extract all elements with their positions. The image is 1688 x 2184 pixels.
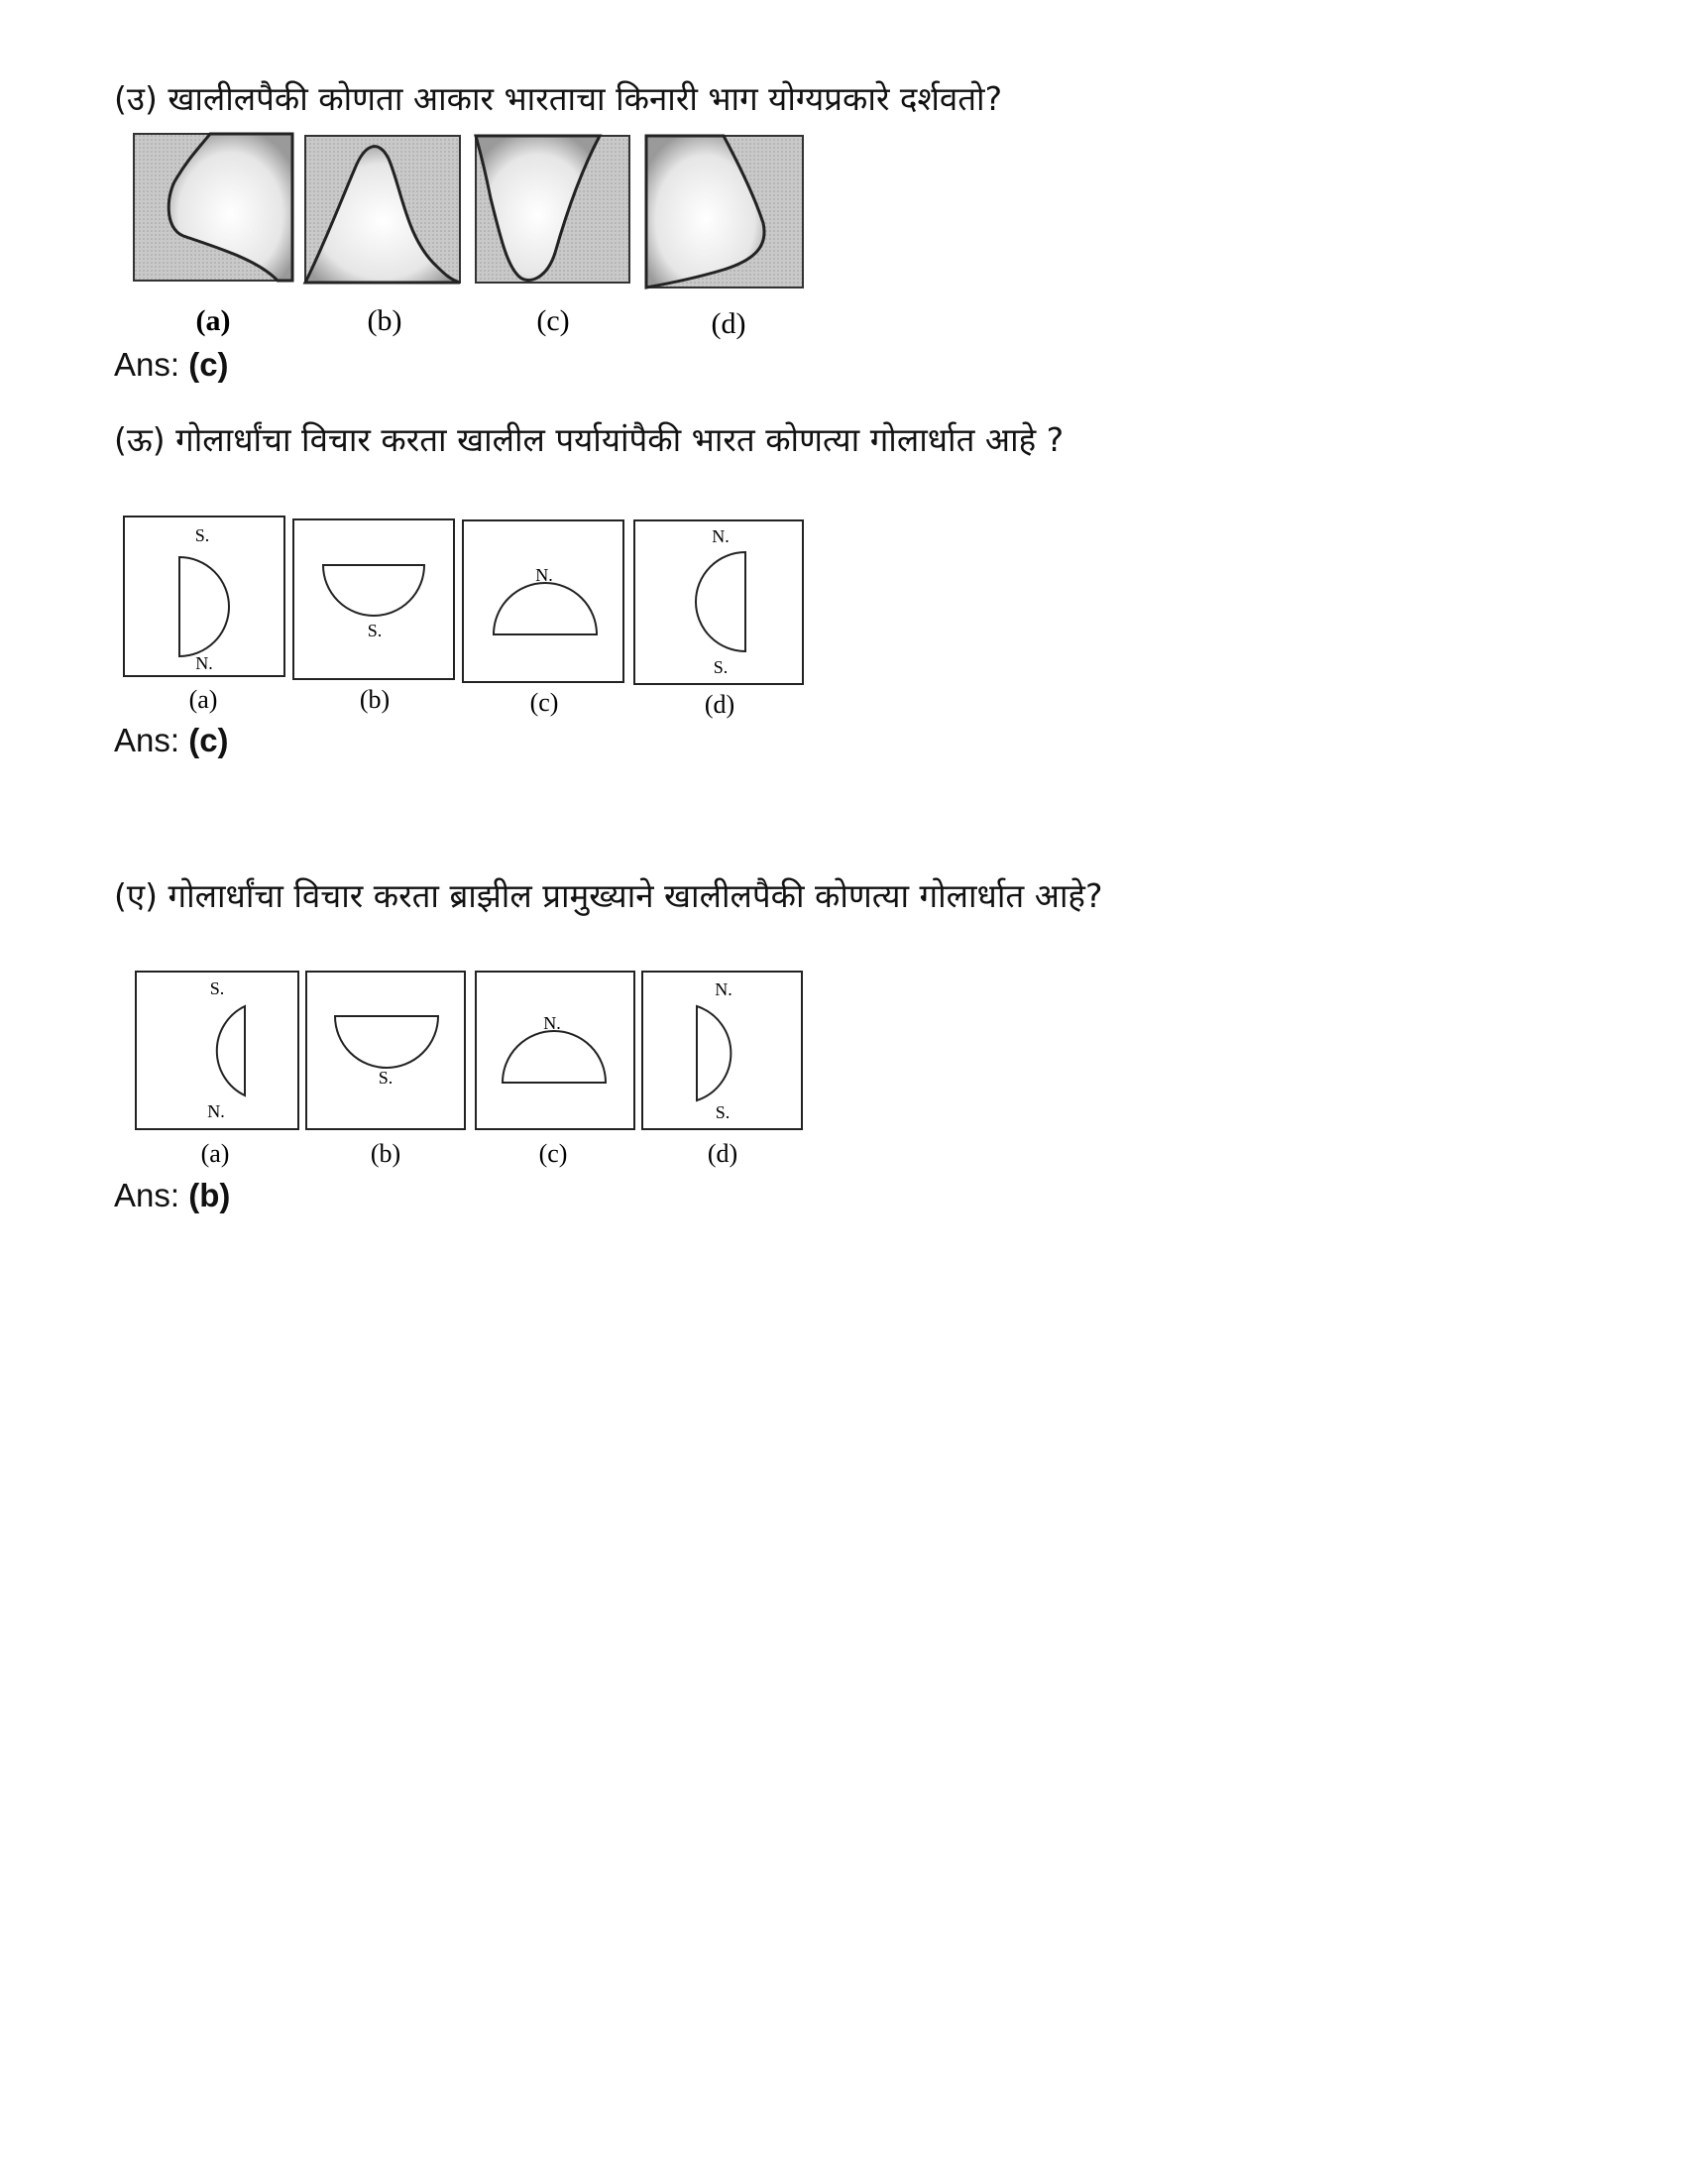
question-3-answer <box>114 1176 230 1215</box>
answer-value: (c) <box>188 722 229 758</box>
q2-label-b: (b) <box>359 685 391 714</box>
q3-d-bottom-pole: S. <box>715 1102 731 1122</box>
q3-d-top-pole: N. <box>715 979 732 999</box>
q2-b-bottom-pole: S. <box>367 621 383 640</box>
q2-label-d: (d) <box>704 690 735 719</box>
q2-a-top-pole: S. <box>194 525 210 545</box>
q2-label-a: (a) <box>188 685 218 714</box>
q3-a-bottom-pole: N. <box>207 1101 225 1121</box>
answer-prefix: Ans: <box>114 722 180 758</box>
q2-d-bottom-pole: S. <box>713 657 729 677</box>
q1-label-c: (c) <box>536 304 570 337</box>
question-3-text: (ए) गोलार्धांचा विचार करता ब्राझील प्रामुख्याने खालीलपैकी कोणत्या गोलार्धात आहे? <box>114 876 1103 915</box>
question-1-text: (उ) खालीलपैकी कोणता आकार भारताचा किनारी भाग योग्यप्रकारे दर्शवतो? <box>114 79 1003 118</box>
q2-label-c: (c) <box>529 688 559 717</box>
q3-label-c: (c) <box>538 1139 568 1168</box>
q1-label-a: (a) <box>195 304 231 337</box>
question-2-text: (ऊ) गोलार्धांचा विचार करता खालील पर्यायांपैकी भारत कोणत्या गोलार्धात आहे ? <box>114 420 1065 459</box>
q2-a-bottom-pole: N. <box>195 653 213 673</box>
q3-c-top-pole: N. <box>543 1013 561 1033</box>
q2-c-top-pole: N. <box>535 565 553 585</box>
answer-prefix: Ans: <box>114 346 180 383</box>
q3-a-top-pole: S. <box>209 978 225 998</box>
q3-label-a: (a) <box>200 1139 230 1168</box>
q3-b-bottom-pole: S. <box>378 1068 394 1088</box>
q3-label-b: (b) <box>370 1139 401 1168</box>
q2-d-top-pole: N. <box>712 526 730 546</box>
q3-label-d: (d) <box>707 1139 738 1168</box>
answer-value: (b) <box>188 1177 231 1213</box>
q1-label-b: (b) <box>367 304 402 337</box>
q1-label-d: (d) <box>711 307 746 340</box>
answer-value: (c) <box>188 346 229 383</box>
answer-prefix: Ans: <box>114 1177 180 1213</box>
